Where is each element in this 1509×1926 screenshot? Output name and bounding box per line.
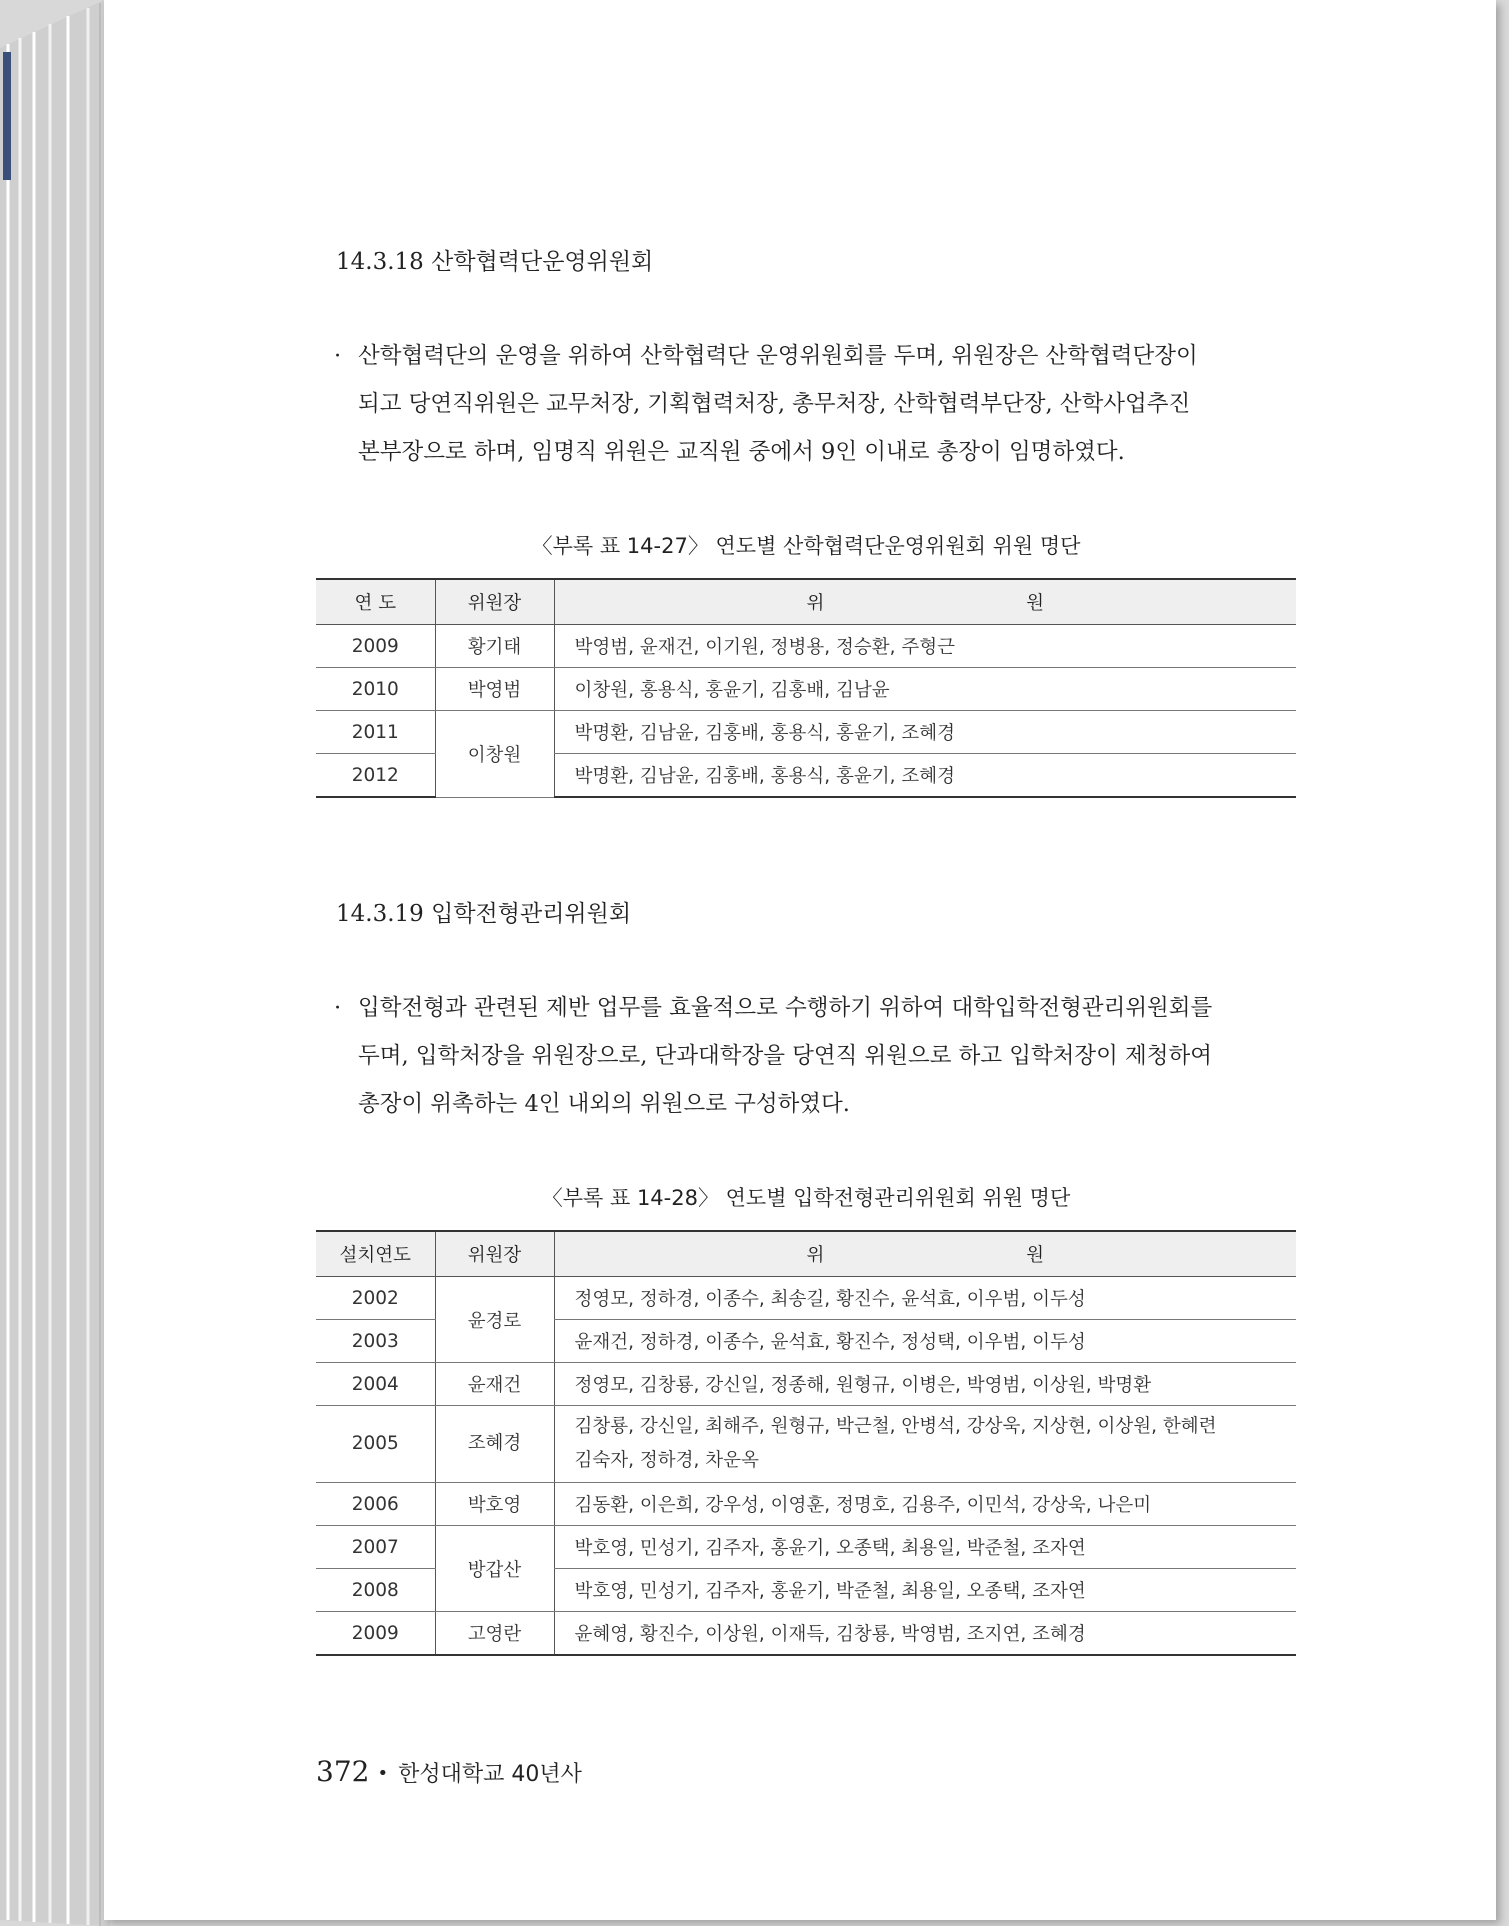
table-row bbox=[316, 1363, 1296, 1406]
table-row bbox=[316, 711, 1296, 754]
committee-table-14-27 bbox=[316, 578, 1296, 798]
cell-chair: 황기태 bbox=[435, 625, 554, 668]
header-members-char2: 원 bbox=[1026, 1245, 1045, 1266]
cell-chair: 윤재건 bbox=[435, 1363, 554, 1406]
cell-members: 이창원, 홍용식, 홍윤기, 김홍배, 김남윤 bbox=[554, 668, 1296, 711]
table-caption-14-28: 〈부록 표 14-28〉 연도별 입학전형관리위원회 위원 명단 bbox=[541, 1186, 1071, 1210]
table-header-row bbox=[316, 1231, 1296, 1277]
table-header-row bbox=[316, 579, 1296, 625]
cell-year: 2012 bbox=[316, 754, 435, 798]
cell-chair: 조혜경 bbox=[435, 1406, 554, 1483]
table-row bbox=[316, 668, 1296, 711]
header-chair: 위원장 bbox=[435, 1231, 554, 1277]
table-row bbox=[316, 1526, 1296, 1569]
table-row bbox=[316, 1612, 1296, 1656]
cell-year: 2009 bbox=[316, 1612, 435, 1656]
table-row bbox=[316, 1277, 1296, 1320]
paragraph-line: 입학전형과 관련된 제반 업무를 효율적으로 수행하기 위하여 대학입학전형관리위원회를 bbox=[358, 995, 1213, 1021]
cell-year: 2002 bbox=[316, 1277, 435, 1320]
cell-members: 박영범, 윤재건, 이기원, 정병용, 정승환, 주형근 bbox=[554, 625, 1296, 668]
header-members-char1: 위 bbox=[806, 1245, 825, 1266]
cell-chair: 윤경로 bbox=[435, 1277, 554, 1363]
document-page bbox=[104, 0, 1496, 1920]
header-members-char2: 원 bbox=[1026, 593, 1045, 614]
cell-year: 2006 bbox=[316, 1483, 435, 1526]
section-paragraph-14-3-18 bbox=[334, 332, 1394, 476]
cell-year: 2010 bbox=[316, 668, 435, 711]
header-chair: 위원장 bbox=[435, 579, 554, 625]
cell-chair: 박영범 bbox=[435, 668, 554, 711]
paragraph-line: 총장이 위촉하는 4인 내외의 위원으로 구성하였다. bbox=[358, 1091, 850, 1117]
cell-members: 윤혜영, 황진수, 이상원, 이재득, 김창룡, 박영범, 조지연, 조혜경 bbox=[554, 1612, 1296, 1656]
cell-members: 윤재건, 정하경, 이종수, 윤석효, 황진수, 정성택, 이우범, 이두성 bbox=[554, 1320, 1296, 1363]
header-members bbox=[554, 579, 1296, 625]
cell-members: 정영모, 정하경, 이종수, 최송길, 황진수, 윤석효, 이우범, 이두성 bbox=[554, 1277, 1296, 1320]
cell-members: 박호영, 민성기, 김주자, 홍윤기, 오종택, 최용일, 박준철, 조자연 bbox=[554, 1526, 1296, 1569]
cell-members: 박명환, 김남윤, 김홍배, 홍용식, 홍윤기, 조혜경 bbox=[554, 754, 1296, 798]
page-number: 372 bbox=[316, 1755, 370, 1788]
cell-year: 2011 bbox=[316, 711, 435, 754]
table-row bbox=[316, 625, 1296, 668]
section-heading-14-3-19: 14.3.19 입학전형관리위원회 bbox=[336, 901, 632, 927]
bullet: · bbox=[334, 343, 342, 369]
cell-members bbox=[554, 1406, 1296, 1483]
cell-chair: 이창원 bbox=[435, 711, 554, 798]
table-row bbox=[316, 1406, 1296, 1483]
cell-members: 정영모, 김창룡, 강신일, 정종해, 원형규, 이병은, 박영범, 이상원, 박명환 bbox=[554, 1363, 1296, 1406]
cell-year: 2004 bbox=[316, 1363, 435, 1406]
bullet: · bbox=[334, 995, 342, 1021]
paragraph-line: 산학협력단의 운영을 위하여 산학협력단 운영위원회를 두며, 위원장은 산학협력단장이 bbox=[358, 343, 1198, 369]
paragraph-line: 되고 당연직위원은 교무처장, 기획협력처장, 총무처장, 산학협력부단장, 산학사업추진 bbox=[358, 391, 1191, 417]
header-year: 연 도 bbox=[316, 579, 435, 625]
book-title: 한성대학교 40년사 bbox=[398, 1762, 582, 1787]
cell-year: 2008 bbox=[316, 1569, 435, 1612]
cell-members: 김동환, 이은희, 강우성, 이영훈, 정명호, 김용주, 이민석, 강상욱, 나은미 bbox=[554, 1483, 1296, 1526]
header-year: 설치연도 bbox=[316, 1231, 435, 1277]
cell-members-line: 김창룡, 강신일, 최해주, 원형규, 박근철, 안병석, 강상욱, 지상현, 이상원, 한혜련 bbox=[574, 1416, 1217, 1437]
section-heading-14-3-18: 14.3.18 산학협력단운영위원회 bbox=[336, 249, 654, 275]
cell-year: 2009 bbox=[316, 625, 435, 668]
header-members-char1: 위 bbox=[806, 593, 825, 614]
cell-chair: 방갑산 bbox=[435, 1526, 554, 1612]
page-footer bbox=[316, 1755, 582, 1788]
cell-members-line: 김숙자, 정하경, 차운옥 bbox=[574, 1450, 759, 1471]
cell-year: 2003 bbox=[316, 1320, 435, 1363]
paragraph-line: 본부장으로 하며, 임명직 위원은 교직원 중에서 9인 이내로 총장이 임명하였다. bbox=[358, 439, 1125, 465]
committee-table-14-28 bbox=[316, 1230, 1296, 1656]
paragraph-line: 두며, 입학처장을 위원장으로, 단과대학장을 당연직 위원으로 하고 입학처장이 제청하여 bbox=[358, 1043, 1212, 1069]
table-row bbox=[316, 1483, 1296, 1526]
cell-chair: 박호영 bbox=[435, 1483, 554, 1526]
cell-chair: 고영란 bbox=[435, 1612, 554, 1656]
cell-year: 2007 bbox=[316, 1526, 435, 1569]
footer-separator: • bbox=[377, 1763, 389, 1784]
cell-members: 박명환, 김남윤, 김홍배, 홍용식, 홍윤기, 조혜경 bbox=[554, 711, 1296, 754]
table-caption-14-27: 〈부록 표 14-27〉 연도별 산학협력단운영위원회 위원 명단 bbox=[531, 534, 1081, 558]
section-paragraph-14-3-19 bbox=[334, 984, 1394, 1128]
book-page-edges bbox=[0, 0, 110, 1926]
cell-members: 박호영, 민성기, 김주자, 홍윤기, 박준철, 최용일, 오종택, 조자연 bbox=[554, 1569, 1296, 1612]
cell-year: 2005 bbox=[316, 1406, 435, 1483]
header-members bbox=[554, 1231, 1296, 1277]
